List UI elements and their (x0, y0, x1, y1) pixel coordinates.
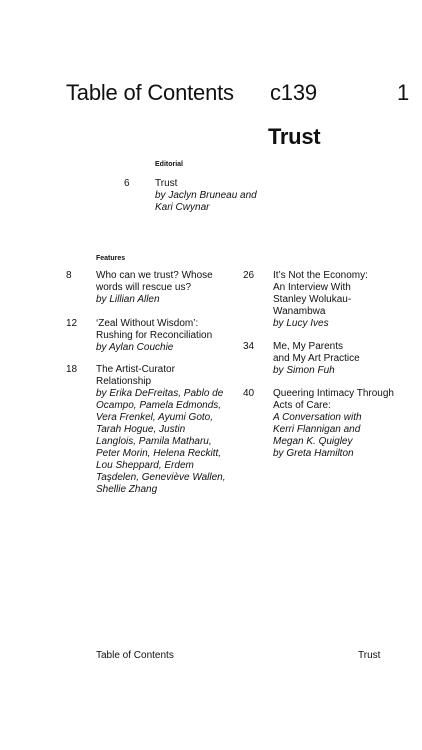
toc-entry[interactable] (273, 341, 360, 377)
entry-page-number: 8 (66, 270, 72, 281)
entry-page-number: 6 (124, 178, 130, 189)
entry-byline: by Aylan Couchie (96, 342, 174, 353)
issue-theme: Trust (268, 124, 321, 149)
entry-title: Trust (155, 178, 178, 189)
entry-title: It’s Not the Economy: An Interview With Stanley Wolukau- Wanambwa (273, 270, 368, 317)
footer-running-title: Table of Contents (96, 650, 174, 661)
section-label-editorial: Editorial (155, 161, 184, 168)
entry-title: ‘Zeal Without Wisdom’: Rushing for Reconciliation (96, 318, 213, 341)
footer-running-theme: Trust (358, 650, 381, 661)
issue-code: c139 (270, 80, 317, 105)
toc-entry[interactable] (155, 178, 257, 214)
toc-entry[interactable] (273, 270, 368, 330)
entry-page-number: 18 (66, 364, 78, 375)
toc-entry[interactable] (96, 270, 213, 306)
entry-page-number: 40 (243, 388, 255, 399)
toc-entry[interactable] (273, 388, 394, 460)
entry-page-number: 34 (243, 341, 255, 352)
page-number: 1 (397, 80, 410, 105)
entry-byline: by Erika DeFreitas, Pablo de Ocampo, Pamela Edmonds, Vera Frenkel, Ayumi Goto, Tarah Hogue, Justin Langlois, Pamila Matharu, Peter Morin, Helena Reckitt, Lou Sheppard, Erdem Taşdelen, Geneviève Wallen, Shellie Zhang (96, 388, 226, 495)
entry-page-number: 26 (243, 270, 255, 281)
entry-title: The Artist-Curator Relationship (96, 364, 175, 387)
entry-byline: by Lucy Ives (273, 318, 329, 329)
entry-byline: A Conversation with Kerri Flannigan and Megan K. Quigley by Greta Hamilton (273, 412, 362, 459)
entry-title: Me, My Parents and My Art Practice (273, 341, 360, 364)
entry-byline: by Simon Fuh (273, 365, 335, 376)
section-label-features: Features (96, 255, 126, 262)
toc-entry[interactable] (96, 318, 212, 354)
entry-page-number: 12 (66, 318, 78, 329)
entry-title: Who can we trust? Whose words will rescue us? (96, 270, 213, 293)
page-title: Table of Contents (66, 80, 234, 105)
entry-byline: by Lillian Allen (96, 294, 160, 305)
entry-title: Queering Intimacy Through Acts of Care: (273, 388, 394, 411)
toc-entry[interactable] (96, 364, 226, 496)
entry-byline: by Jaclyn Bruneau and Kari Cwynar (155, 190, 257, 213)
